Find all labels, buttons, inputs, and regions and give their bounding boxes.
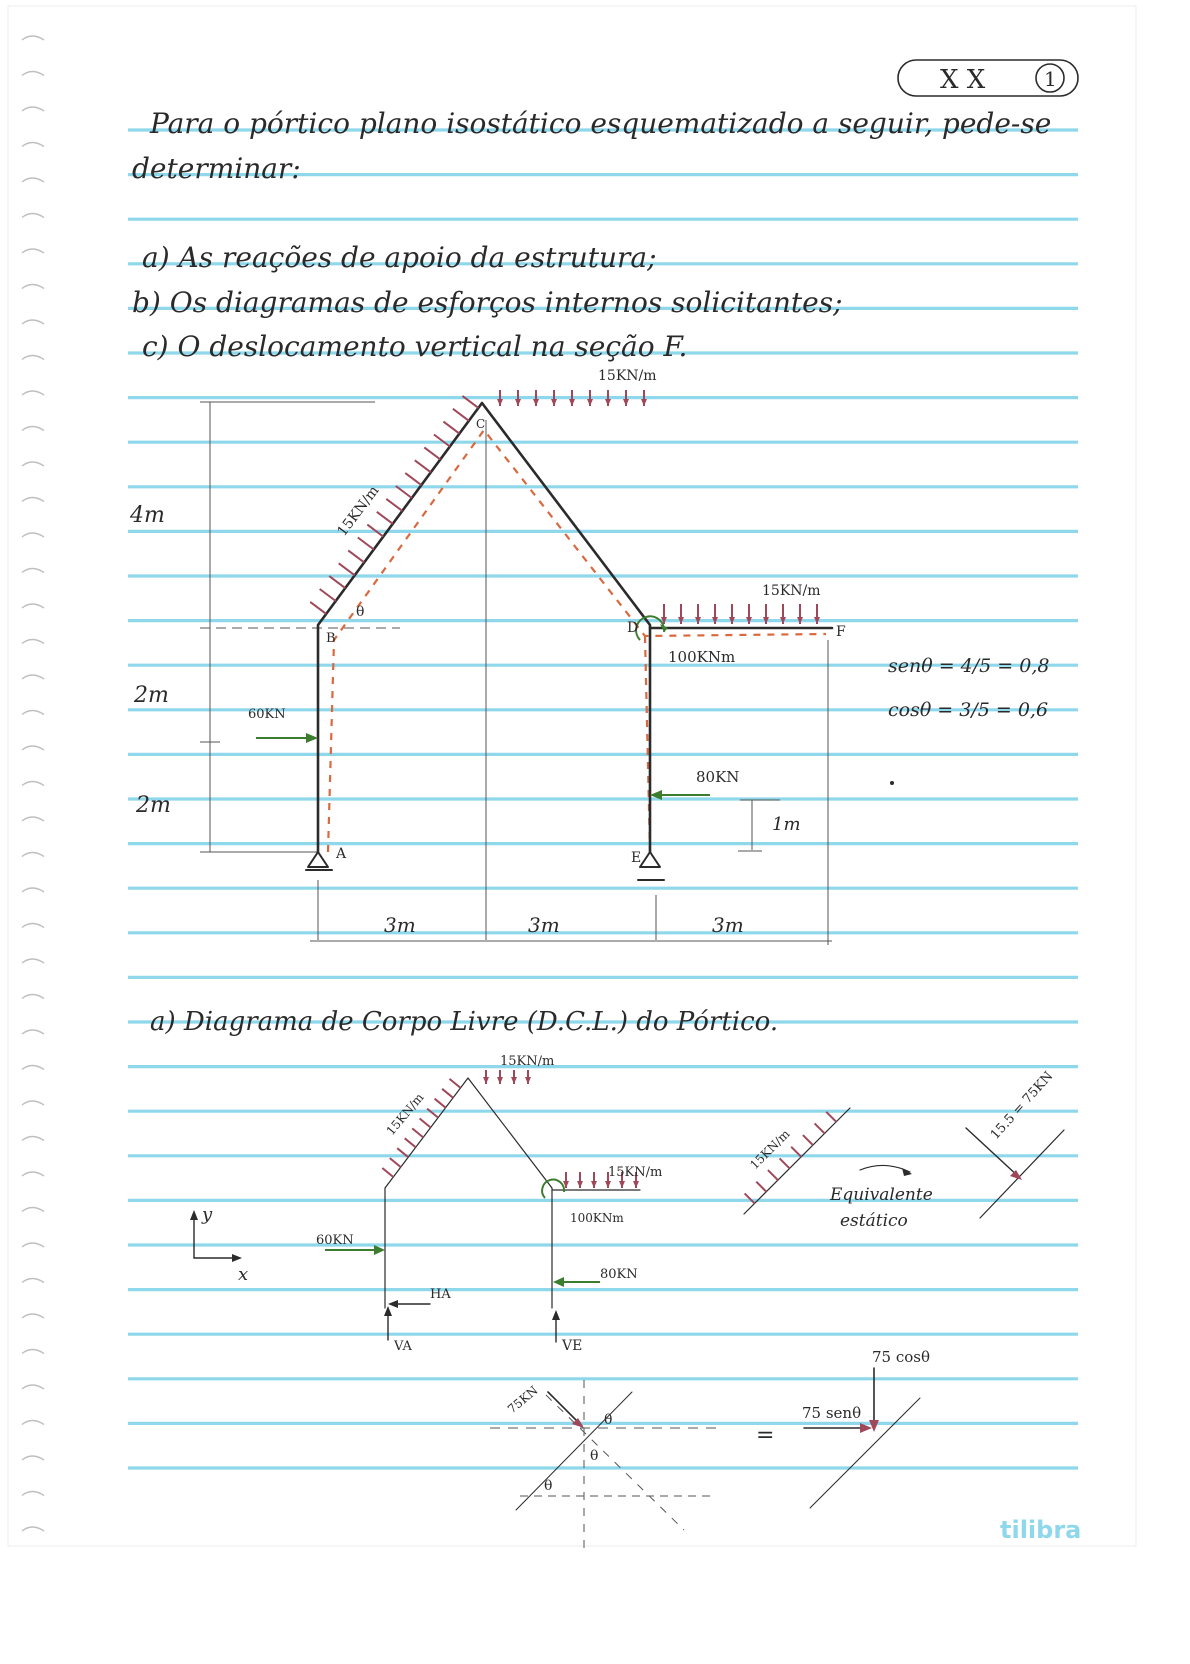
decomp-cos: 75 cosθ: [872, 1348, 931, 1366]
task-a: a) As reações de apoio da estrutura;: [142, 241, 657, 274]
load-top-label: 15KN/m: [598, 368, 657, 384]
axis-y-label: y: [202, 1204, 213, 1225]
dim-3m-second: 3m: [528, 913, 560, 937]
fbd-load-right-label: 15KN/m: [608, 1165, 663, 1180]
intro-line-1: Para o pórtico plano isostático esquematizado a seguir, pede-se: [150, 107, 1052, 140]
node-B: B: [326, 631, 336, 646]
decomp-equals: =: [756, 1423, 775, 1448]
dim-2m-upper: 2m: [134, 683, 169, 708]
task-c: c) O deslocamento vertical na seção F.: [142, 330, 688, 363]
angle-theta: θ: [356, 604, 365, 620]
dim-3m-third: 3m: [712, 913, 744, 937]
node-F: F: [836, 624, 846, 640]
decomp-theta-3: θ: [544, 1478, 553, 1494]
fbd-force-80-label: 80KN: [600, 1267, 638, 1282]
fbd-load-incline-label: 15KN/m: [383, 1090, 427, 1138]
task-b: b) Os diagramas de esforços internos solicitantes;: [132, 286, 843, 319]
equivalent-label-1: Equivalente: [830, 1185, 933, 1205]
node-C: C: [476, 417, 486, 431]
node-A: A: [336, 846, 347, 862]
load-incline-label: 15KN/m: [334, 483, 383, 540]
equivalent-label-2: estático: [840, 1211, 908, 1231]
intro-line-2: determinar:: [132, 152, 301, 185]
decomp-sin: 75 senθ: [802, 1404, 862, 1422]
fbd-force-60-label: 60KN: [316, 1233, 354, 1248]
dim-2m-lower: 2m: [136, 793, 171, 818]
moment-label: 100KNm: [668, 648, 736, 666]
node-D: D: [627, 620, 639, 636]
fbd-load-top-label: 15KN/m: [500, 1054, 555, 1069]
decomp-theta-1: θ: [604, 1412, 613, 1428]
fbd-VA: VA: [394, 1339, 412, 1354]
fbd-moment-label: 100KNm: [570, 1211, 624, 1225]
section-a-title: a) Diagrama de Corpo Livre (D.C.L.) do Pórtico.: [150, 1007, 779, 1037]
dim-3m-first: 3m: [384, 913, 416, 937]
fbd-VE: VE: [562, 1338, 583, 1354]
dim-4m: 4m: [130, 503, 165, 528]
load-right-label: 15KN/m: [762, 583, 821, 599]
equivalent-resultant: 15.5 = 75KN: [987, 1068, 1057, 1143]
equivalent-load-label: 15KN/m: [747, 1126, 793, 1173]
decomp-theta-2: θ: [590, 1448, 599, 1464]
force-60-label: 60KN: [248, 707, 286, 722]
decomp-force-label: 75KN: [504, 1383, 541, 1417]
page-number: 1: [1044, 67, 1057, 91]
trig-cos: cosθ = 3/5 = 0,6: [888, 699, 1049, 721]
notebook-brand: tilibra: [1000, 1516, 1082, 1544]
node-E: E: [631, 850, 642, 866]
axis-x-label: x: [238, 1264, 249, 1285]
force-80-label: 80KN: [696, 768, 740, 786]
trig-sin: senθ = 4/5 = 0,8: [888, 655, 1050, 677]
fbd-HA: HA: [430, 1287, 451, 1302]
dim-1m: 1m: [772, 814, 801, 835]
header-tag-marks: X X: [940, 65, 986, 95]
